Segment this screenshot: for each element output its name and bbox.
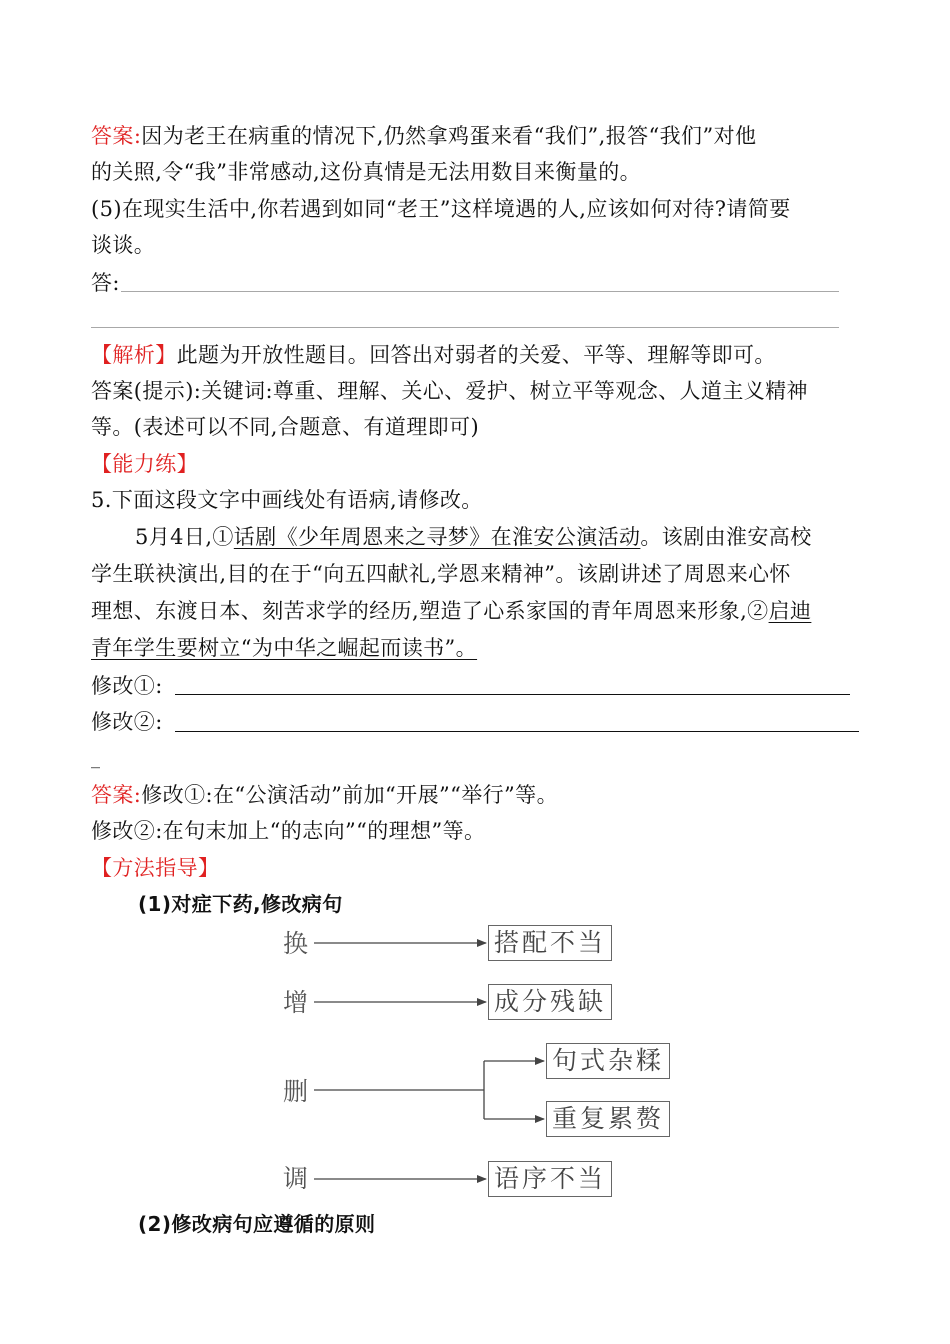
analysis-label: 【解析】: [91, 343, 177, 367]
action-add: 增: [283, 988, 309, 1017]
action-swap: 换: [283, 929, 309, 958]
analysis-hint-2: 等。(表述可以不同,合题意、有道理即可): [91, 415, 480, 439]
answer2-line1: [91, 782, 558, 808]
q6-paragraph-line1: [135, 524, 812, 550]
fix1-label: 修改①:: [91, 674, 163, 698]
method-sub2: (2)修改病句应遵循的原则: [138, 1212, 376, 1236]
q6-paragraph-line3: [91, 598, 811, 624]
q6-p1-post: 。该剧由淮安高校: [640, 525, 812, 549]
answer2-line2: 修改②:在句末加上“的志向”“的理想”等。: [91, 819, 486, 843]
analysis-text: 此题为开放性题目。回答出对弱者的关爱、平等、理解等即可。: [176, 343, 776, 367]
q5-line2: 谈谈。: [91, 233, 156, 257]
q6-underlined-1: 话剧《少年周恩来之寻梦》在淮安公演活动: [233, 525, 641, 549]
box-collocation: 搭配不当: [488, 925, 612, 961]
method-sub1: (1)对症下药,修改病句: [138, 892, 343, 916]
q5-answer-line-2: [91, 327, 839, 328]
box-missing-component: 成分残缺: [488, 984, 612, 1020]
q5-answer-label: 答:: [91, 271, 120, 295]
q6-p3-pre: 理想、东渡日本、刻苦求学的经历,塑造了心系家国的青年周恩来形象,②: [91, 599, 769, 623]
q6-underlined-2b: 青年学生要树立“为中华之崛起而读书”。: [91, 636, 478, 660]
answer1-line2: 的关照,令“我”非常感动,这份真情是无法用数目来衡量的。: [91, 160, 642, 184]
ability-heading: 【能力练】: [91, 452, 198, 476]
answer2-label: 答案:: [91, 783, 142, 807]
q6-underlined-2a: 启迪: [768, 599, 812, 623]
answer1-line1: [91, 123, 756, 149]
method-heading: 【方法指导】: [91, 856, 220, 880]
q6-paragraph-line2: 学生联袂演出,目的在于“向五四献礼,学恩来精神”。该剧讲述了周恩来心怀: [91, 562, 791, 586]
q6-paragraph-line4: [91, 635, 477, 661]
action-reorder: 调: [283, 1164, 309, 1193]
answer2-text-1: 修改①:在“公演活动”前加“开展”“举行”等。: [141, 783, 558, 807]
q6-p1-pre: 5月4日,①: [135, 525, 234, 549]
box-mixed-structure: 句式杂糅: [546, 1043, 670, 1079]
box-word-order: 语序不当: [488, 1161, 612, 1197]
fix1-answer-line: [175, 694, 850, 695]
analysis-line: [91, 342, 776, 368]
q5-line1: (5)在现实生活中,你若遇到如同“老王”这样境遇的人,应该如何对待?请简要: [91, 197, 791, 221]
answer1-colon: :: [133, 124, 142, 148]
fix2-answer-line: [175, 731, 859, 732]
action-delete: 删: [283, 1077, 309, 1106]
answer1-text-1: 因为老王在病重的情况下,仍然拿鸡蛋来看“我们”,报答“我们”对他: [141, 124, 757, 148]
stray-underscore: _: [91, 748, 101, 769]
answer1-label: 答案: [91, 124, 134, 148]
q5-answer-line-1: [121, 291, 839, 292]
analysis-hint-1: 答案(提示):关键词:尊重、理解、关心、爱护、树立平等观念、人道主义精神: [91, 379, 808, 403]
fix2-label: 修改②:: [91, 710, 163, 734]
box-redundancy: 重复累赘: [546, 1101, 670, 1137]
q6-stem: 5.下面这段文字中画线处有语病,请修改。: [91, 488, 483, 512]
